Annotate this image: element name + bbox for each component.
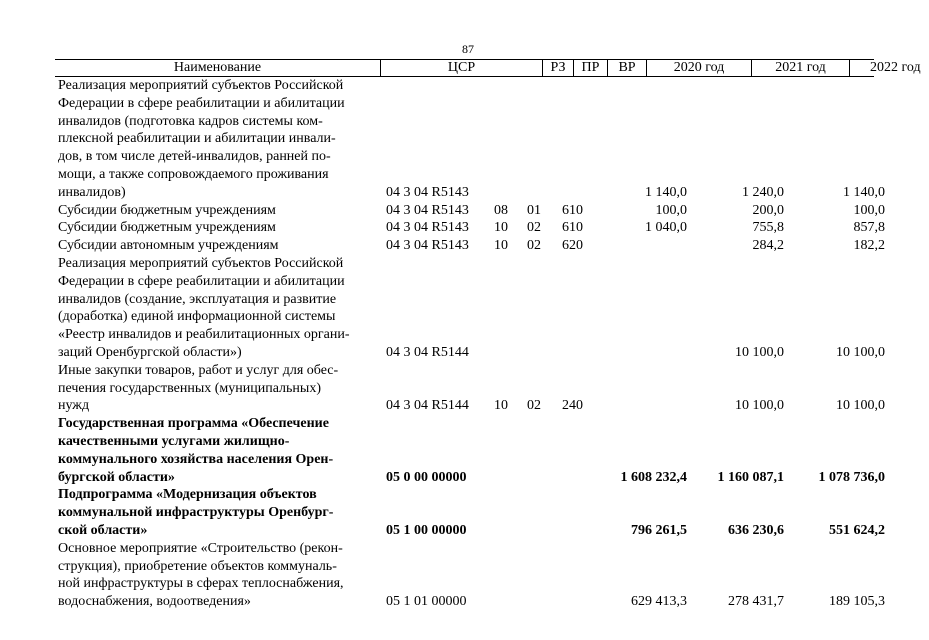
row-2021: 10 100,0 [735, 344, 784, 360]
row-name: Подпрограмма «Модернизация объектов коммунальной инфраструктуры Оренбург- ской области» [58, 487, 334, 538]
header-csr: ЦСР [380, 60, 542, 76]
header-2020: 2020 год [646, 60, 751, 76]
row-name: Основное мероприятие «Строительство (рекон- струкция), приобретение объектов коммуналь- ной инфраструктуры в сферах теплоснабжения, водоснабжения, водоотведения» [58, 540, 344, 610]
row-pr: 02 [527, 220, 541, 236]
row-csr: 05 1 00 00000 [386, 522, 467, 538]
table-header [55, 59, 921, 77]
header-vr: ВР [607, 60, 646, 76]
row-2021: 284,2 [752, 238, 784, 254]
table-row [0, 362, 905, 415]
row-name: Субсидии автономным учреждениям [58, 238, 279, 254]
table-row [0, 486, 905, 539]
row-2021: 10 100,0 [735, 398, 784, 414]
table-row [0, 202, 905, 220]
row-2022: 551 624,2 [829, 522, 885, 538]
row-2022: 1 078 736,0 [818, 469, 885, 485]
row-name: Иные закупки товаров, работ и услуг для обес- печения государственных (муниципальных) нужд [58, 362, 339, 414]
row-2020: 629 413,3 [631, 594, 687, 610]
row-name: Реализация мероприятий субъектов Российской Федерации в сфере реабилитации и абилитации инвалидов (создание, эксплуатация и развитие (доработка) единой информационной системы «Реестр инвалидов и реабилитационных органи- заций Оренбургской области») [58, 255, 350, 360]
header-2021: 2021 год [751, 60, 849, 76]
row-vr: 610 [562, 220, 583, 236]
row-name: Реализация мероприятий субъектов Российской Федерации в сфере реабилитации и абилитации инвалидов (подготовка кадров системы ком- плексной реабилитации и абилитации инвали- дов, в том числе детей-инвалидов, ранней по- мощи, а также сопровождаемого проживания инвалидов) [58, 78, 345, 200]
table-body [0, 77, 905, 611]
row-csr: 04 3 04 R5144 [386, 398, 469, 414]
row-vr: 240 [562, 398, 583, 414]
row-2020: 796 261,5 [631, 522, 687, 538]
row-2022: 10 100,0 [836, 344, 885, 360]
row-2020: 100,0 [655, 202, 687, 218]
row-csr: 04 3 04 R5143 [386, 220, 469, 236]
row-2022: 189 105,3 [829, 594, 885, 610]
table-row [0, 540, 905, 611]
row-2022: 857,8 [853, 220, 885, 236]
row-csr: 05 1 01 00000 [386, 594, 467, 610]
table-row [0, 255, 905, 362]
header-name: Наименование [173, 60, 262, 75]
row-2022: 10 100,0 [836, 398, 885, 414]
row-rz: 10 [494, 398, 508, 414]
row-2022: 100,0 [853, 202, 885, 218]
row-rz: 10 [494, 220, 508, 236]
row-2021: 755,8 [752, 220, 784, 236]
row-csr: 04 3 04 R5143 [386, 184, 469, 200]
page-number: 87 [462, 42, 474, 56]
row-name: Субсидии бюджетным учреждениям [58, 220, 276, 236]
row-rz: 08 [494, 202, 508, 218]
row-2020: 1 608 232,4 [620, 469, 687, 485]
row-vr: 620 [562, 238, 583, 254]
row-csr: 05 0 00 00000 [386, 469, 467, 485]
header-2022: 2022 год [849, 60, 929, 76]
row-vr: 610 [562, 202, 583, 218]
row-2020: 1 140,0 [645, 184, 687, 200]
row-pr: 02 [527, 238, 541, 254]
row-pr: 01 [527, 202, 541, 218]
row-pr: 02 [527, 398, 541, 414]
row-name: Субсидии бюджетным учреждениям [58, 202, 276, 218]
row-csr: 04 3 04 R5144 [386, 344, 469, 360]
table-row [0, 219, 905, 237]
header-pr: ПР [573, 60, 607, 76]
table-row [0, 237, 905, 255]
row-2022: 1 140,0 [843, 184, 885, 200]
row-csr: 04 3 04 R5143 [386, 202, 469, 218]
row-2020: 1 040,0 [645, 220, 687, 236]
row-2021: 200,0 [752, 202, 784, 218]
table-row [0, 415, 905, 486]
header-rz: РЗ [542, 60, 573, 76]
row-rz: 10 [494, 238, 508, 254]
row-name: Государственная программа «Обеспечение качественными услугами жилищно- коммунального хозяйства населения Орен- бургской области» [58, 416, 334, 485]
row-2021: 1 240,0 [742, 184, 784, 200]
table-row [0, 77, 905, 202]
row-2022: 182,2 [853, 238, 885, 254]
row-2021: 278 431,7 [728, 594, 784, 610]
row-csr: 04 3 04 R5143 [386, 238, 469, 254]
row-2021: 636 230,6 [728, 522, 784, 538]
row-2021: 1 160 087,1 [717, 469, 784, 485]
